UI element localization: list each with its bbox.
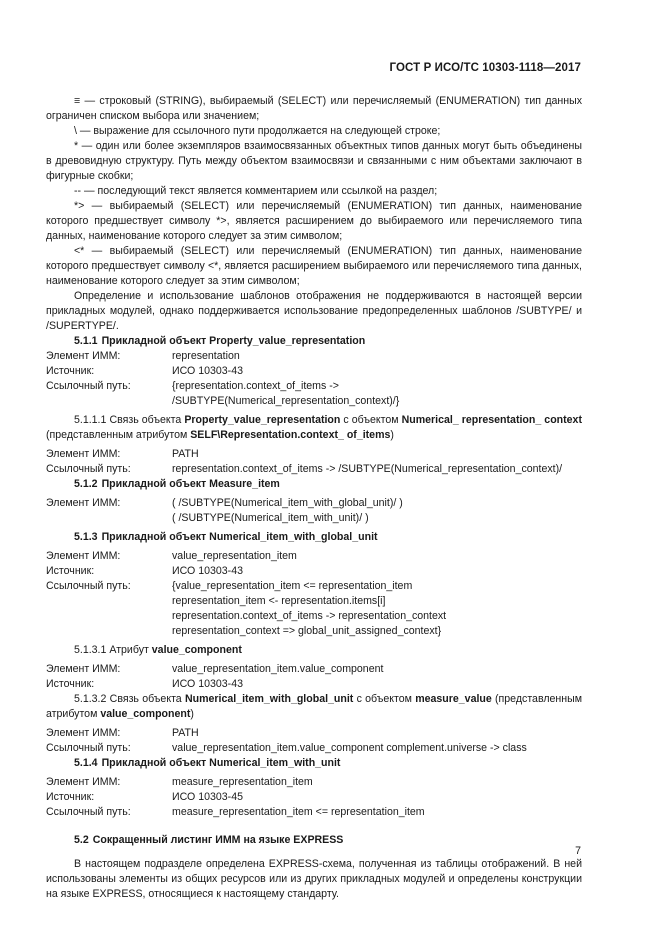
section-heading-5-2 bbox=[46, 833, 582, 848]
mapping-row-element bbox=[46, 549, 582, 564]
section-number: 5.1.1.1 bbox=[74, 414, 107, 426]
source-label: Источник: bbox=[46, 678, 95, 690]
section-paragraph: В настоящем подразделе определена EXPRESS-схема, полученная из таблицы отображений. В ней использованы элементы из общих ресурсов или из других прикладных модулей и определены конструкции на языке EXPRESS, относящиеся к настоящему стандарту. bbox=[46, 858, 582, 900]
ref-path-value bbox=[172, 379, 582, 409]
ref-path-label: Ссылочный путь: bbox=[46, 580, 131, 592]
element-value: value_representation_item bbox=[172, 550, 297, 562]
section-title: Прикладной объект Property_value_representation bbox=[101, 335, 366, 347]
ref-path-label: Ссылочный путь: bbox=[46, 742, 131, 754]
attribute-name: value_component bbox=[100, 708, 191, 720]
ref-path-label: Ссылочный путь: bbox=[46, 806, 131, 818]
object-name: Numerical_item_with_global_unit bbox=[184, 693, 354, 705]
section-number: 5.1.2 bbox=[74, 478, 98, 490]
section-number: 5.1.3.1 bbox=[74, 644, 107, 656]
object-name: Property_value_representation bbox=[184, 414, 341, 426]
source-label: Источник: bbox=[46, 565, 95, 577]
source-label: Источник: bbox=[46, 365, 95, 377]
attribute-name: SELF\Representation.context_ of_items bbox=[190, 429, 391, 441]
mapping-row-path bbox=[46, 379, 582, 409]
standard-code-header: ГОСТ Р ИСО/ТС 10303-1118—2017 bbox=[389, 62, 581, 74]
source-value: ИСО 10303-43 bbox=[172, 565, 243, 577]
page-number: 7 bbox=[575, 845, 581, 857]
mapping-row-path bbox=[46, 579, 582, 639]
element-label: Элемент ИММ: bbox=[46, 663, 121, 675]
mapping-row-element bbox=[46, 496, 582, 526]
mapping-row-path bbox=[46, 462, 582, 477]
section-heading-5-1-1 bbox=[46, 334, 582, 349]
section-title: Прикладной объект Numerical_item_with_global_unit bbox=[101, 531, 378, 543]
ref-path-value: representation.context_of_items -> /SUBTYPE(Numerical_representation_context)/ bbox=[172, 463, 563, 475]
section-number: 5.1.4 bbox=[74, 757, 98, 769]
mapping-row-path bbox=[46, 805, 582, 820]
heading-text: с объектом bbox=[353, 693, 416, 705]
section-heading-5-1-1-1 bbox=[46, 413, 582, 443]
intro-paragraph: \ — выражение для ссылочного пути продолжается на следующей строке; bbox=[74, 125, 441, 137]
section-number: 5.1.3 bbox=[74, 531, 98, 543]
section-heading-5-1-2 bbox=[46, 477, 582, 492]
mapping-row-source bbox=[46, 364, 582, 379]
section-heading-5-1-4 bbox=[46, 756, 582, 771]
mapping-row-element bbox=[46, 447, 582, 462]
element-value: representation bbox=[172, 350, 240, 362]
element-value: value_representation_item.value_component bbox=[172, 663, 384, 675]
intro-paragraph: ≡ — строковый (STRING), выбираемый (SELECT) или перечисляемый (ENUMERATION) тип данных ограничен списком выбора или значением; bbox=[46, 95, 582, 122]
element-label: Элемент ИММ: bbox=[46, 550, 121, 562]
element-label: Элемент ИММ: bbox=[46, 350, 121, 362]
ref-path-value: value_representation_item.value_component complement.universe -> class bbox=[172, 742, 527, 754]
heading-text: Связь объекта bbox=[109, 693, 185, 705]
path-line: representation.context_of_items -> representation_context bbox=[172, 610, 447, 622]
object-name: Numerical_ representation_ context bbox=[401, 414, 582, 426]
mapping-row-element bbox=[46, 726, 582, 741]
section-heading-5-1-3-2 bbox=[46, 692, 582, 722]
mapping-row-source bbox=[46, 790, 582, 805]
section-title: Прикладной объект Measure_item bbox=[101, 478, 280, 490]
section-number: 5.1.3.2 bbox=[74, 693, 107, 705]
attribute-name: value_component bbox=[151, 644, 242, 656]
object-name: measure_value bbox=[415, 693, 492, 705]
section-title: Прикладной объект Numerical_item_with_unit bbox=[101, 757, 341, 769]
source-value: ИСО 10303-43 bbox=[172, 365, 243, 377]
section-heading-5-1-3 bbox=[46, 530, 582, 545]
ref-path-value: measure_representation_item <= representation_item bbox=[172, 806, 425, 818]
mapping-row-element bbox=[46, 775, 582, 790]
path-line: {representation.context_of_items -> bbox=[172, 380, 339, 392]
path-line: /SUBTYPE(Numerical_representation_context)/} bbox=[172, 395, 400, 407]
element-value bbox=[172, 496, 582, 526]
intro-paragraph: *> — выбираемый (SELECT) или перечисляемый (ENUMERATION) тип данных, наименование которого предшествует символу *>, является расширением до выбираемого или перечисляемого типа данных, наименование которого следует за этим символом; bbox=[46, 200, 582, 242]
heading-text: с объектом bbox=[340, 414, 402, 426]
mapping-row-source bbox=[46, 564, 582, 579]
heading-text: (представленным атрибутом bbox=[46, 693, 582, 720]
page-content bbox=[46, 94, 582, 902]
intro-paragraph: Определение и использование шаблонов отображения не поддерживаются в настоящей версии прикладных модулей, однако поддерживается использование предопределенных шаблонов /SUBTYPE/ и /SUPERTYPE/. bbox=[46, 290, 582, 332]
section-heading-5-1-3-1 bbox=[46, 643, 582, 658]
source-value: ИСО 10303-45 bbox=[172, 791, 243, 803]
ref-path-label: Ссылочный путь: bbox=[46, 463, 131, 475]
element-value: measure_representation_item bbox=[172, 776, 313, 788]
element-label: Элемент ИММ: bbox=[46, 727, 121, 739]
section-title: Сокращенный листинг ИММ на языке EXPRESS bbox=[92, 834, 344, 846]
path-line: {value_representation_item <= representation_item bbox=[172, 580, 413, 592]
ref-path-value bbox=[172, 579, 582, 639]
element-line: ( /SUBTYPE(Numerical_item_with_global_unit)/ ) bbox=[172, 497, 403, 509]
element-label: Элемент ИММ: bbox=[46, 497, 121, 509]
intro-paragraph: <* — выбираемый (SELECT) или перечисляемый (ENUMERATION) тип данных, наименование которого предшествует символу <*, является расширением выбираемого или перечисляемого типа данных, наименование которого следует за этим символом; bbox=[46, 245, 582, 287]
element-label: Элемент ИММ: bbox=[46, 448, 121, 460]
intro-paragraph: -- — последующий текст является комментарием или ссылкой на раздел; bbox=[74, 185, 438, 197]
element-value: PATH bbox=[172, 727, 199, 739]
mapping-row-path bbox=[46, 741, 582, 756]
mapping-row-element bbox=[46, 662, 582, 677]
path-line: representation_item <- representation.items[i] bbox=[172, 595, 386, 607]
intro-paragraph: * — один или более экземпляров взаимосвязанных объектных типов данных могут быть объединены в древовидную структуру. Путь между объектом взаимосвязи и связанными с ним объектами заключают в фигурные скобки; bbox=[46, 140, 582, 182]
path-line: representation_context => global_unit_assigned_context} bbox=[172, 625, 442, 637]
heading-text: ) bbox=[190, 708, 194, 720]
element-line: ( /SUBTYPE(Numerical_item_with_unit)/ ) bbox=[172, 512, 369, 524]
section-number: 5.2 bbox=[74, 834, 89, 846]
heading-text: (представленным атрибутом bbox=[46, 429, 191, 441]
heading-text: ) bbox=[390, 429, 394, 441]
element-label: Элемент ИММ: bbox=[46, 776, 121, 788]
mapping-row-element bbox=[46, 349, 582, 364]
heading-text: Атрибут bbox=[109, 644, 152, 656]
section-number: 5.1.1 bbox=[74, 335, 98, 347]
heading-text: Связь объекта bbox=[109, 414, 185, 426]
element-value: PATH bbox=[172, 448, 199, 460]
mapping-row-source bbox=[46, 677, 582, 692]
source-label: Источник: bbox=[46, 791, 95, 803]
source-value: ИСО 10303-43 bbox=[172, 678, 243, 690]
ref-path-label: Ссылочный путь: bbox=[46, 380, 131, 392]
